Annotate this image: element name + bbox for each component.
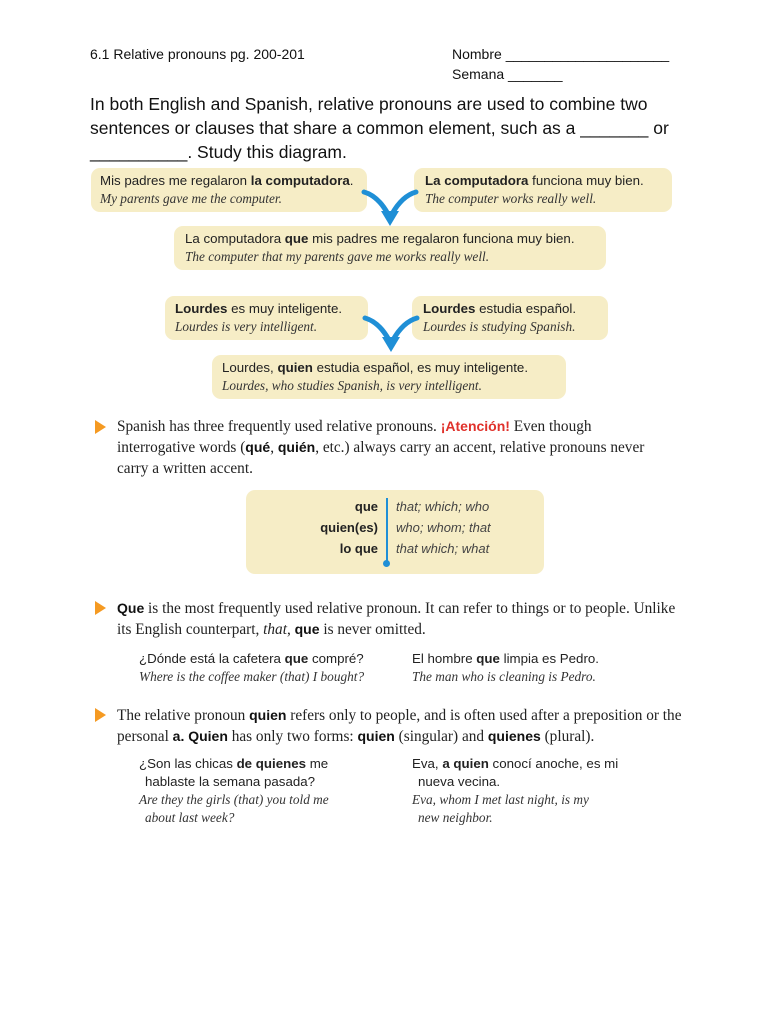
intro-text-3: . Study this diagram. (187, 142, 347, 162)
ex1-left-post: compré? (308, 651, 364, 666)
d2-left-post: es muy inteligente. (227, 301, 343, 316)
s1-bold-quien: quién (277, 439, 316, 455)
s3-bold-quien-2: quien (357, 728, 395, 744)
pronoun-table (246, 490, 544, 574)
s2-text-3: is never omitted. (319, 621, 426, 638)
d2-merged-post: estudia español, es muy inteligente. (312, 360, 529, 375)
ex1-left-english: Where is the coffee maker (that) I bought? (139, 669, 365, 684)
ex2-right-post: conocí anoche, es mi (488, 756, 619, 771)
table-row (246, 518, 378, 538)
example2-right (412, 755, 618, 827)
ex2-right-english-1: Eva, whom I met last night, is my (412, 792, 589, 807)
name-label: Nombre (452, 46, 502, 62)
d1-merged-bold: que (284, 231, 309, 246)
d1-right-post: funciona muy bien. (528, 173, 644, 188)
s3-text-5: (plural). (540, 728, 595, 745)
orange-triangle-bullet-icon (95, 601, 106, 615)
section2-paragraph (117, 598, 677, 640)
ex2-left-english-1: Are they the girls (that) you told me (139, 792, 329, 807)
d2-merged-english: Lourdes, who studies Spanish, is very intelligent. (222, 378, 482, 393)
ex1-right-post: limpia es Pedro. (499, 651, 599, 666)
week-field (452, 66, 563, 82)
name-field (452, 46, 669, 62)
table-divider-dot (383, 560, 390, 567)
ex1-left-pre: ¿Dónde está la cafetera (139, 651, 285, 666)
example1-left (139, 650, 364, 686)
s3-text-2: refers only to people, and is often used after a preposition or the personal (117, 707, 682, 745)
d1-left-bold: la computadora (250, 173, 350, 188)
table-row (396, 539, 536, 559)
d1-merged-pre: La computadora (185, 231, 285, 246)
ex2-left-line2: hablaste la semana pasada? (145, 774, 316, 789)
diagram1-right-box (414, 168, 672, 212)
d2-right-post: estudia español. (475, 301, 577, 316)
ex1-right-pre: El hombre (412, 651, 477, 666)
s2-italic-that: that (263, 621, 287, 638)
diagram2-left-box (165, 296, 368, 340)
merge-arrow-icon (361, 314, 421, 358)
ex2-right-line2: nueva vecina. (418, 774, 501, 789)
meaning-cell: that; which; who (396, 499, 490, 514)
section1-paragraph (117, 416, 657, 479)
s1-text-1: Spanish has three frequently used relative pronouns. (117, 418, 437, 435)
table-row (246, 539, 378, 559)
example2-left (139, 755, 329, 827)
ex1-right-english: The man who is cleaning is Pedro. (412, 669, 596, 684)
s3-text-4: (singular) and (394, 728, 488, 745)
d2-left-english: Lourdes is very intelligent. (175, 319, 318, 334)
intro-blank-1: _______ (580, 118, 649, 138)
name-blank: _____________________ (505, 46, 670, 62)
d2-merged-bold: quien (277, 360, 313, 375)
orange-triangle-bullet-icon (95, 420, 106, 434)
diagram2-right-box (412, 296, 608, 340)
s2-text-2: , (286, 621, 295, 638)
section3-paragraph (117, 705, 687, 747)
meaning-cell: who; whom; that (396, 520, 491, 535)
intro-text-2: or (653, 118, 669, 138)
diagram1-merged-box (174, 226, 606, 270)
d2-merged-pre: Lourdes, (222, 360, 278, 375)
table-row (396, 518, 536, 538)
example1-right (412, 650, 599, 686)
table-row (246, 497, 378, 517)
meaning-cell: that which; what (396, 541, 490, 556)
s3-bold-a-quien: a. Quien (172, 728, 228, 744)
d1-right-bold: La computadora (425, 173, 529, 188)
ex1-right-bold: que (476, 651, 500, 666)
ex2-right-english-2: new neighbor. (418, 810, 493, 825)
week-blank: _______ (508, 66, 563, 82)
table-row (396, 497, 536, 517)
diagram2-merged-box (212, 355, 566, 399)
ex2-right-pre: Eva, (412, 756, 443, 771)
d2-right-bold: Lourdes (423, 301, 476, 316)
s2-bold-que-2: que (294, 621, 320, 637)
d1-right-english: The computer works really well. (425, 191, 597, 206)
ex2-left-post: me (306, 756, 329, 771)
diagram1-left-box (91, 168, 367, 212)
ex2-left-pre: ¿Son las chicas (139, 756, 237, 771)
s3-bold-quienes: quienes (487, 728, 541, 744)
ex1-left-bold: que (284, 651, 309, 666)
d1-merged-post: mis padres me regalaron funciona muy bien. (308, 231, 575, 246)
ex2-right-bold: a quien (442, 756, 489, 771)
pronoun-cell: que (354, 499, 378, 514)
s3-bold-quien: quien (249, 707, 287, 723)
d1-merged-english: The computer that my parents gave me works really well. (185, 249, 490, 264)
intro-blank-2: __________ (90, 142, 188, 162)
d2-left-bold: Lourdes (175, 301, 228, 316)
s1-text-4: , etc.) always carry an accent, relative pronouns never carry a written accent. (117, 439, 645, 477)
d1-left-pre: Mis padres me regalaron (100, 173, 251, 188)
d1-left-english: My parents gave me the computer. (100, 191, 282, 206)
lesson-title: 6.1 Relative pronouns pg. 200-201 (90, 46, 305, 62)
ex2-left-english-2: about last week? (145, 810, 235, 825)
attention-label: ¡Atención! (440, 418, 510, 434)
ex2-left-bold: de quienes (236, 756, 307, 771)
s1-text-3: , (270, 439, 278, 456)
intro-text-1: In both English and Spanish, relative pronouns are used to combine two sentences or clauses that share a common element, such as a (90, 94, 648, 138)
s3-text-3: has only two forms: (227, 728, 358, 745)
s1-text-2: Even though interrogative words ( (117, 418, 592, 456)
week-label: Semana (452, 66, 505, 82)
pronoun-cell: lo que (339, 541, 378, 556)
s3-text-1: The relative pronoun (117, 707, 250, 724)
s1-bold-que: qué (245, 439, 271, 455)
pronoun-cell: quien(es) (320, 520, 378, 535)
d1-left-post: . (349, 173, 354, 188)
s2-bold-que: Que (117, 600, 145, 616)
orange-triangle-bullet-icon (95, 708, 106, 722)
table-divider (386, 498, 388, 562)
d2-right-english: Lourdes is studying Spanish. (423, 319, 576, 334)
s2-text-1: is the most frequently used relative pronoun. It can refer to things or to people. Unlike its English counterpart, (117, 600, 676, 638)
intro-paragraph (90, 92, 690, 164)
